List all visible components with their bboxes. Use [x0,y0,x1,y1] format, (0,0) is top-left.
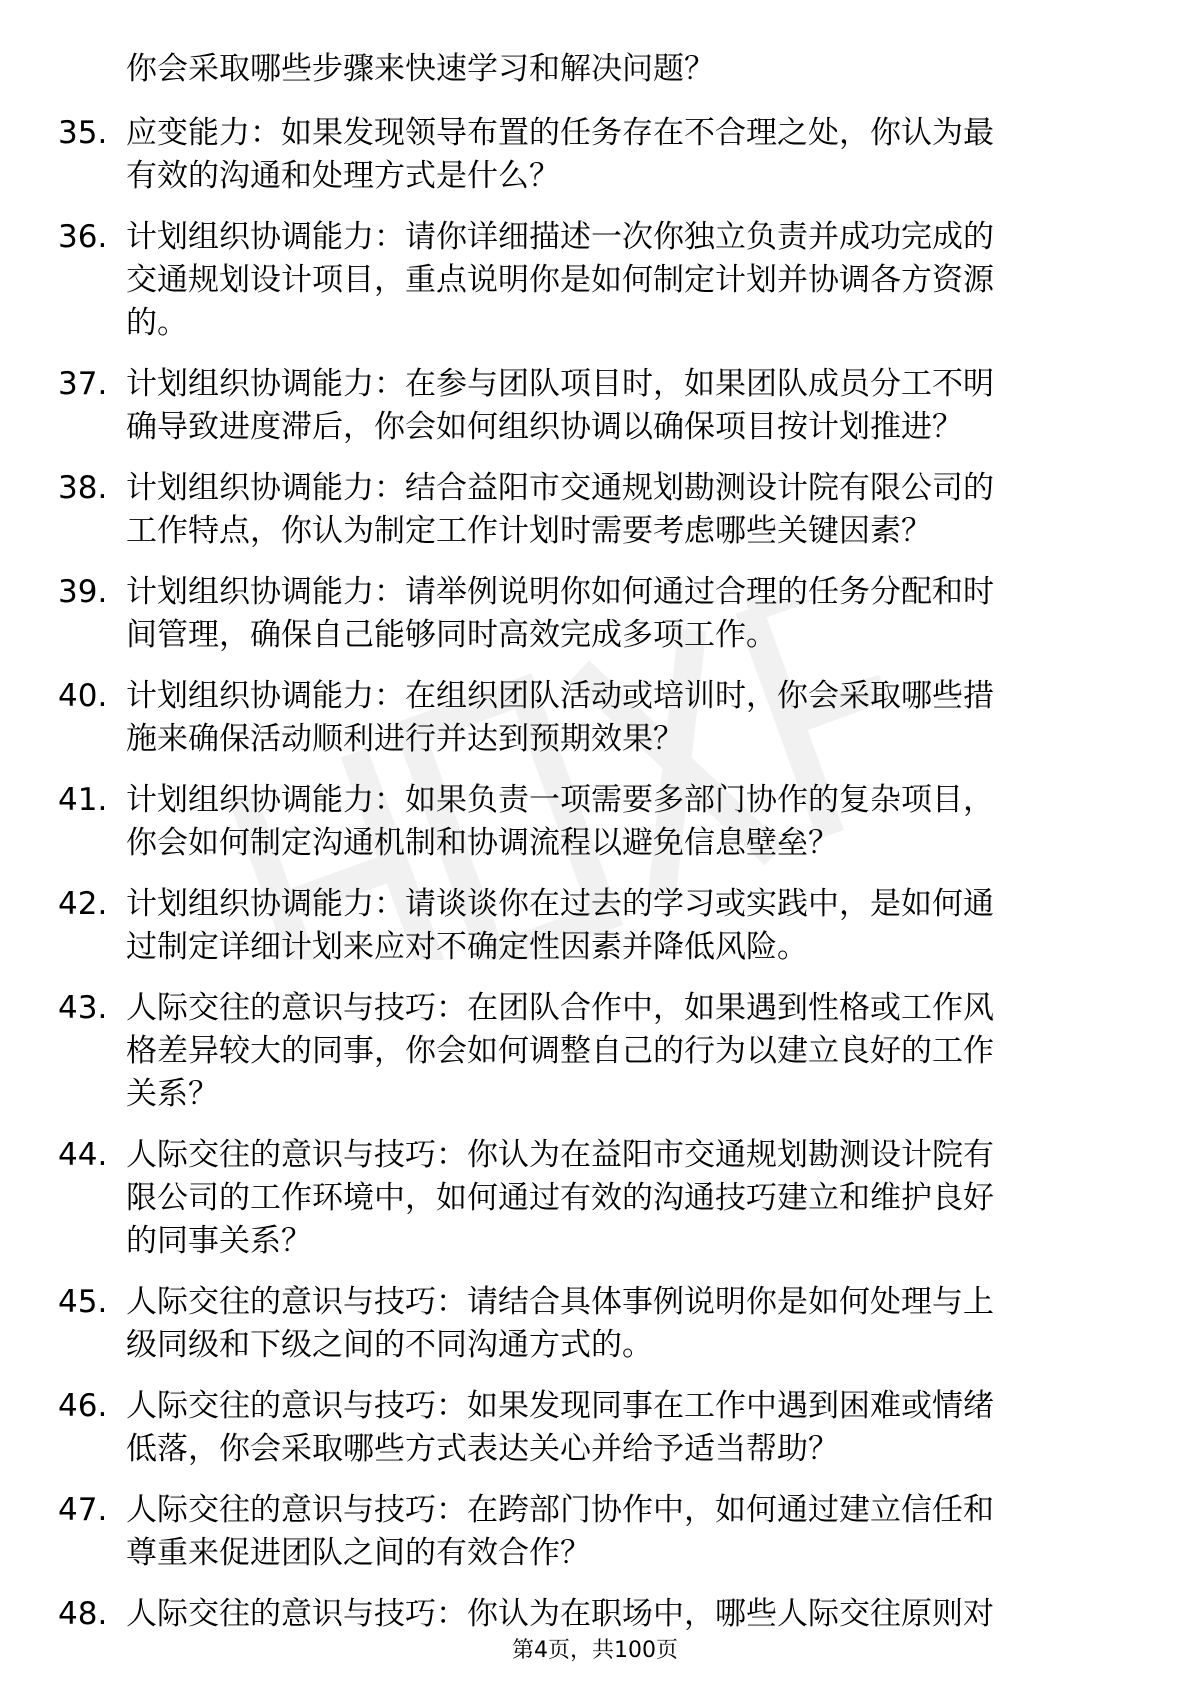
question-text [126,1593,1136,1636]
question-item [0,363,1190,449]
question-text-line: 格差异较大的同事，你会如何调整自己的行为以建立良好的工作 [126,1033,994,1069]
question-text-line: 你会如何制定沟通机制和协调流程以避免信息壁垒？ [126,825,839,861]
question-item [0,1134,1190,1263]
question-text [126,779,1136,865]
question-text [126,571,1136,657]
question-text-line: 间管理，确保自己能够同时高效完成多项工作。 [126,617,777,653]
question-text-line: 级同级和下级之间的不同沟通方式的。 [126,1327,653,1363]
question-text-line: 人际交往的意识与技巧：请结合具体事例说明你是如何处理与上 [126,1284,994,1320]
question-text-line: 计划组织协调能力：请你详细描述一次你独立负责并成功完成的 [126,219,994,255]
question-text-line: 人际交往的意识与技巧：如果发现同事在工作中遇到困难或情绪 [126,1388,994,1424]
question-number: 43. [58,990,108,1026]
question-text-line: 计划组织协调能力：请谈谈你在过去的学习或实践中，是如何通 [126,886,994,922]
question-number: 47. [58,1492,108,1528]
question-text-line: 过制定详细计划来应对不确定性因素并降低风险。 [126,929,808,965]
question-number: 42. [58,886,108,922]
question-text-line: 计划组织协调能力：如果负责一项需要多部门协作的复杂项目， [126,782,994,818]
question-item [0,467,1190,553]
question-number: 36. [58,219,108,255]
question-text-line: 的同事关系？ [126,1223,312,1259]
question-text-line: 施来确保活动顺利进行并达到预期效果？ [126,721,684,757]
question-text [126,1489,1136,1575]
question-item [0,675,1190,761]
question-item [0,779,1190,865]
question-text-line: 尊重来促进团队之间的有效合作？ [126,1535,591,1571]
continuation-line: 你会采取哪些步骤来快速学习和解决问题？ [126,51,715,87]
question-text [126,883,1136,969]
question-number: 44. [58,1137,108,1173]
question-text-line: 低落，你会采取哪些方式表达关心并给予适当帮助？ [126,1431,839,1467]
question-text [126,675,1136,761]
question-text-line: 计划组织协调能力：在组织团队活动或培训时，你会采取哪些措 [126,678,994,714]
question-number: 46. [58,1388,108,1424]
question-number: 40. [58,678,108,714]
question-text-line: 工作特点，你认为制定工作计划时需要考虑哪些关键因素？ [126,513,932,549]
question-text [126,112,1136,198]
question-text [126,1281,1136,1367]
question-number: 38. [58,470,108,506]
page-footer: 第4页，共100页 [512,1638,678,1663]
question-number: 39. [58,574,108,610]
question-text [126,467,1136,553]
question-text [126,216,1136,345]
question-text [126,1134,1136,1263]
question-item [0,1385,1190,1471]
question-item [0,1281,1190,1367]
question-item [0,571,1190,657]
question-number: 37. [58,366,108,402]
question-item [0,987,1190,1116]
question-text-line: 交通规划设计项目，重点说明你是如何制定计划并协调各方资源 [126,262,994,298]
question-number: 45. [58,1284,108,1320]
question-item [0,1593,1190,1636]
question-number: 48. [58,1596,108,1632]
question-list [0,112,1190,1654]
question-text-line: 关系？ [126,1076,219,1112]
question-text [126,363,1136,449]
question-text-line: 计划组织协调能力：请举例说明你如何通过合理的任务分配和时 [126,574,994,610]
question-item [0,1489,1190,1575]
question-number: 41. [58,782,108,818]
question-text-line: 计划组织协调能力：在参与团队项目时，如果团队成员分工不明 [126,366,994,402]
question-number: 35. [58,115,108,151]
question-text-line: 计划组织协调能力：结合益阳市交通规划勘测设计院有限公司的 [126,470,994,506]
question-item [0,112,1190,198]
question-text-line: 人际交往的意识与技巧：你认为在职场中，哪些人际交往原则对 [126,1596,994,1632]
question-text-line: 有效的沟通和处理方式是什么？ [126,158,560,194]
question-text [126,1385,1136,1471]
question-text-line: 人际交往的意识与技巧：在团队合作中，如果遇到性格或工作风 [126,990,994,1026]
question-text-line: 人际交往的意识与技巧：在跨部门协作中，如何通过建立信任和 [126,1492,994,1528]
question-text-line: 确导致进度滞后，你会如何组织协调以确保项目按计划推进？ [126,409,963,445]
question-text-line: 的。 [126,305,188,341]
question-text-line: 应变能力：如果发现领导布置的任务存在不合理之处，你认为最 [126,115,994,151]
question-item [0,216,1190,345]
question-item [0,883,1190,969]
question-text-line: 人际交往的意识与技巧：你认为在益阳市交通规划勘测设计院有 [126,1137,994,1173]
question-text [126,987,1136,1116]
question-text-line: 限公司的工作环境中，如何通过有效的沟通技巧建立和维护良好 [126,1180,994,1216]
